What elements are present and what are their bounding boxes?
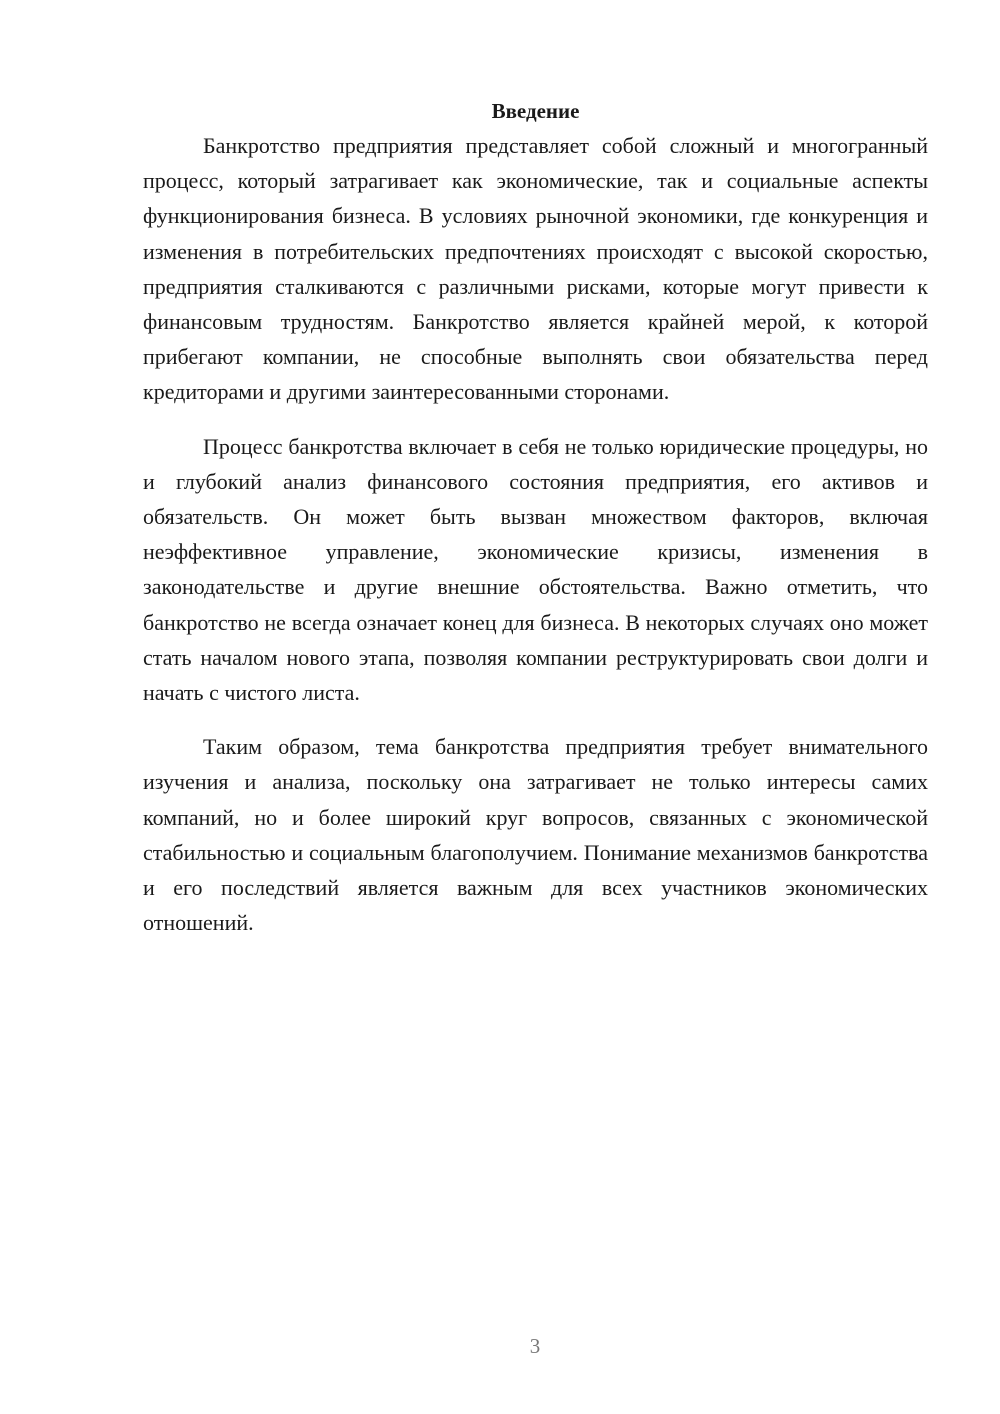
- page-body: [143, 96, 928, 940]
- section-title: Введение: [491, 99, 580, 123]
- paragraph-3: Таким образом, тема банкротства предприятия требует внимательного изучения и анализа, поскольку она затрагивает не только интересы самих компаний, но и более широкий круг вопросов, связанных с экономической стабильностью и социальным благополучием. Понимание механизмов банкротства и его последствий является важным для всех участников экономических отношений.: [143, 734, 928, 936]
- page-number: 3: [529, 1334, 541, 1358]
- paragraph-1: Банкротство предприятия представляет собой сложный и многогранный процесс, который затрагивает как экономические, так и социальные аспекты функционирования бизнеса. В условиях рыночной экономики, где конкуренция и изменения в потребительских предпочтениях происходят с высокой скоростью, предприятия сталкиваются с различными рисками, которые могут привести к финансовым трудностям. Банкротство является крайней мерой, к которой прибегают компании, не способные выполнять свои обязательства перед кредиторами и другими заинтересованными сторонами.: [143, 133, 928, 405]
- paragraph-2: Процесс банкротства включает в себя не только юридические процедуры, но и глубокий анализ финансового состояния предприятия, его активов и обязательств. Он может быть вызван множеством факторов, включая неэффективное управление, экономические кризисы, изменения в законодательстве и другие внешние обстоятельства. Важно отметить, что банкротство не всегда означает конец для бизнеса. В некоторых случаях оно может стать началом нового этапа, позволяя компании реструктурировать свои долги и начать с чистого листа.: [143, 433, 928, 706]
